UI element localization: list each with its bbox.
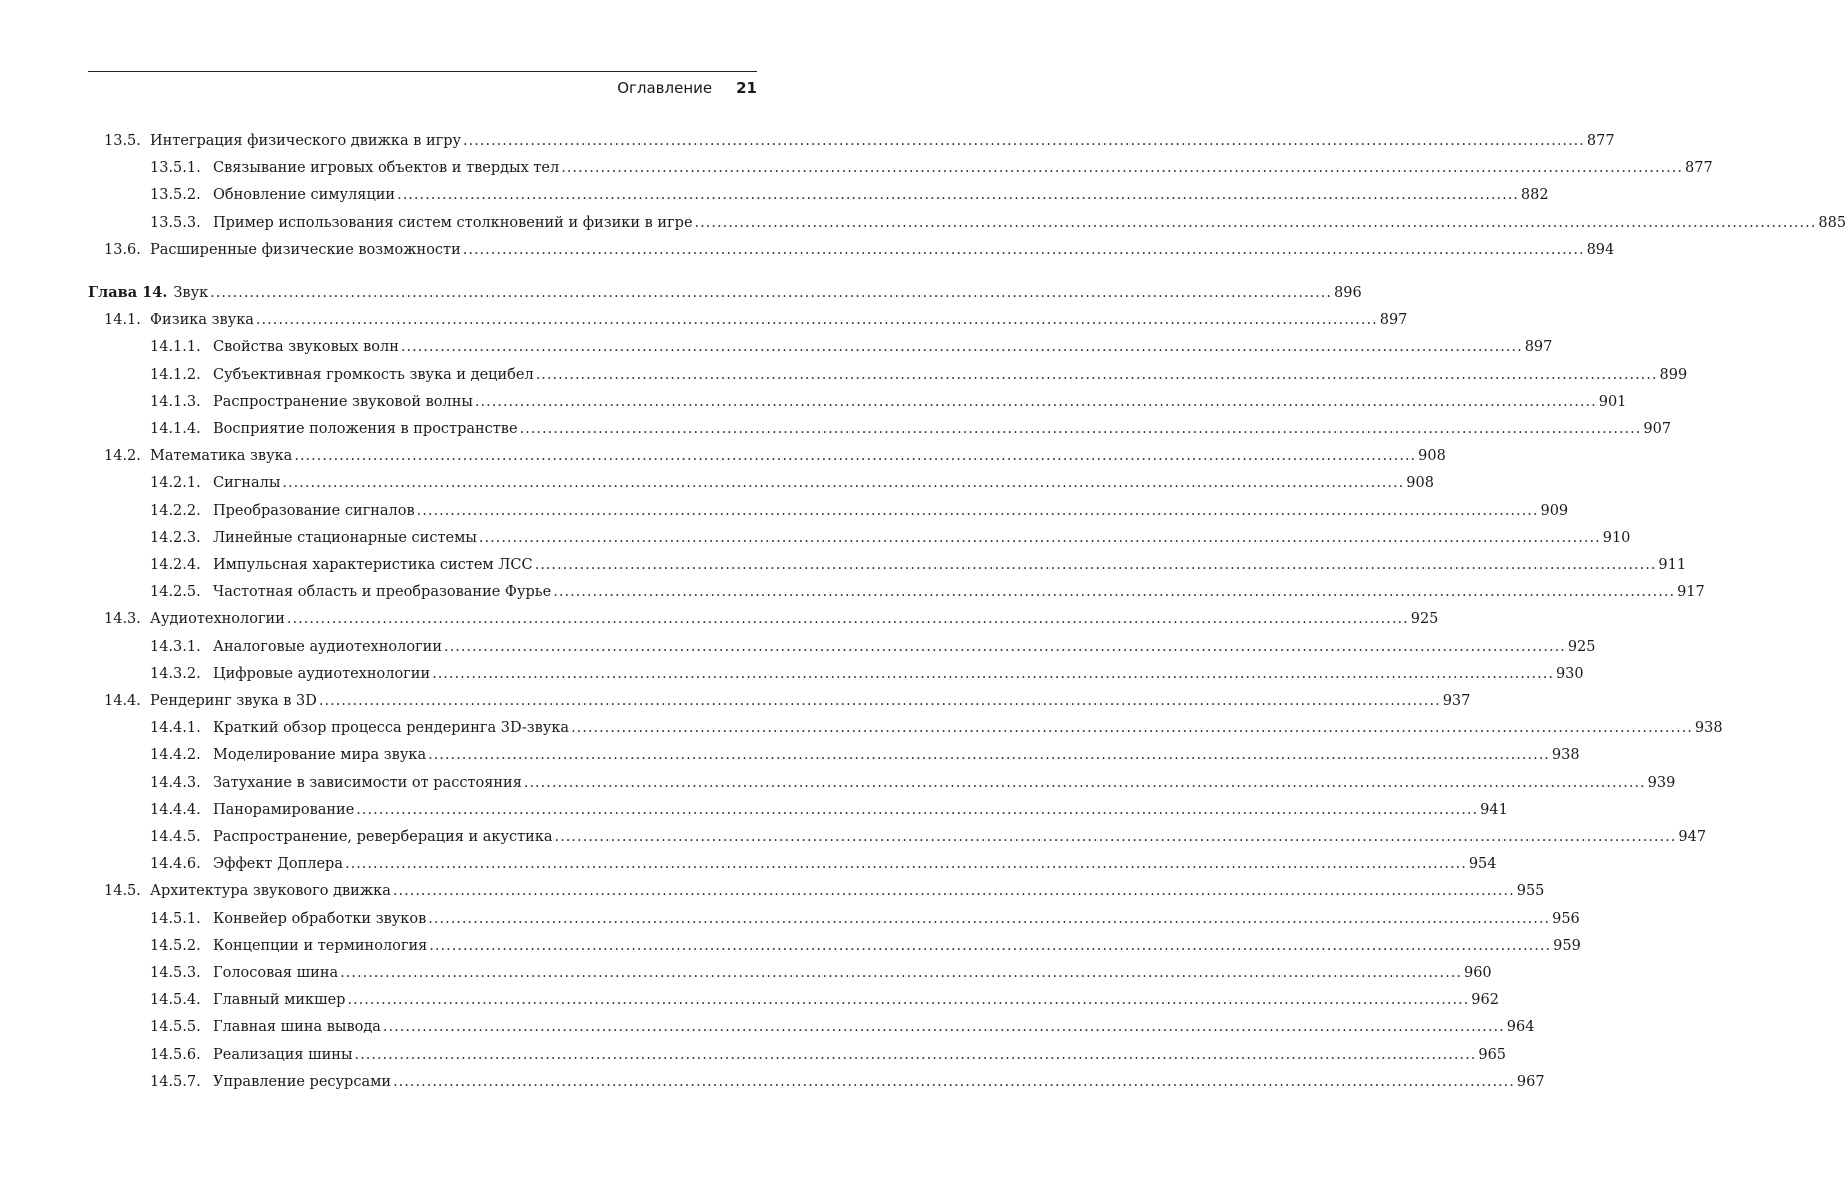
toc-entry[interactable] [0,470,1434,496]
toc-leader-line [213,362,1688,388]
toc-entry[interactable] [0,797,1508,823]
toc-dot-leader: ........................................................................................................................................................................................................ [571,720,1693,737]
toc-leader-line [88,280,1362,306]
toc-dot-leader: ........................................................................................................................................................................................................ [561,160,1684,177]
toc-section-number: 14.5.7. [150,1073,201,1090]
toc-title-wrap [213,1014,381,1040]
toc-dot-leader: ........................................................................................................................................................................................................ [397,187,1519,204]
toc-entry[interactable] [0,606,1439,632]
toc-entry[interactable] [0,1042,1507,1068]
toc-dot-leader: ........................................................................................................................................................................................................ [286,611,1409,628]
toc-leader-line [213,770,1676,796]
toc-title-wrap [150,688,317,714]
toc-title-wrap [213,1042,353,1068]
toc-section-number: 14.1.3. [150,393,201,410]
toc-leader-line [213,851,1497,877]
toc-entry[interactable] [0,182,1549,208]
toc-page-number: 955 [1516,883,1545,900]
toc-page-number: 908 [1406,475,1434,492]
toc-title-wrap [213,933,427,959]
toc-dot-leader: ........................................................................................................................................................................................................ [356,801,1479,818]
toc-leader-line [213,579,1705,605]
toc-page-number: 917 [1677,584,1705,601]
toc-dot-leader: ........................................................................................................................................................................................................ [694,214,1817,231]
toc-page-number: 882 [1520,187,1549,204]
toc-page-number: 908 [1418,448,1446,465]
toc-title-wrap [213,742,426,768]
toc-title: Субъективная громкость звука и децибел [213,366,534,383]
toc-title: Моделирование мира звука [213,747,427,764]
toc-title-wrap [213,1069,391,1095]
toc-section-number: 14.2.1. [150,475,201,492]
toc-title-wrap [213,334,399,360]
toc-section-number: 14.5.6. [150,1046,201,1063]
toc-leader-line [213,960,1492,986]
toc-section-number: 13.6. [104,241,141,258]
toc-dot-leader: ........................................................................................................................................................................................................ [534,557,1657,573]
toc-dot-leader: ........................................................................................................................................................................................................ [444,638,1566,655]
toc-entry[interactable] [0,443,1446,469]
toc-leader-line [150,878,1545,904]
toc-leader-line [213,334,1553,360]
toc-title-wrap [213,389,473,415]
toc-entry[interactable] [0,715,1723,741]
toc-dot-leader: ........................................................................................................................................................................................................ [354,1046,1477,1063]
toc-page-number: 896 [1334,285,1362,301]
toc-title: Звук [173,285,209,301]
toc-title: Главный микшер [213,992,346,1009]
toc-title: Распространение, реверберация и акустика [213,829,553,845]
toc-entry[interactable] [0,742,1580,768]
toc-dot-leader: ........................................................................................................................................................................................................ [553,584,1676,601]
toc-page-number: 967 [1516,1073,1545,1090]
toc-dot-leader: ........................................................................................................................................................................................................ [432,665,1554,682]
toc-title: Распространение звуковой волны [213,393,473,410]
toc-title-wrap [213,661,430,687]
toc-section-number: 14.4.2. [150,747,201,764]
toc-page-number: 925 [1410,611,1439,628]
toc-page-number: 901 [1598,393,1627,410]
toc-entry[interactable] [0,155,1713,181]
toc-dot-leader: ........................................................................................................................................................................................................ [523,774,1646,791]
toc-section-number: 14.5.2. [150,937,201,954]
toc-leader-line [213,470,1434,496]
toc-chapter-label: Глава 14. [88,284,168,301]
toc-leader-line [213,987,1499,1013]
toc-page-number: 947 [1678,829,1707,845]
toc-entry[interactable] [0,128,1615,154]
toc-section-number: 14.5.5. [150,1019,201,1036]
toc-leader-line [213,742,1580,768]
toc-title-wrap [213,416,518,442]
toc-leader-line [213,389,1627,415]
toc-entry[interactable] [0,334,1553,360]
toc-page-number: 938 [1551,747,1580,764]
toc-leader-line [213,182,1549,208]
toc-title-wrap [150,878,391,904]
toc-section-number: 14.2. [104,448,141,465]
toc-section-number: 14.2.3. [150,529,201,546]
toc-title: Частотная область и преобразование Фурье [213,584,552,601]
toc-dot-leader: ........................................................................................................................................................................................................ [428,910,1551,927]
toc-title: Архитектура звукового движка [150,883,391,900]
toc-dot-leader: ........................................................................................................................................................................................................ [416,502,1539,519]
toc-page-number: 938 [1694,720,1723,737]
toc-page-number: 960 [1463,965,1492,981]
running-head [88,78,757,98]
toc-section-number: 14.4.5. [150,829,201,845]
toc-dot-leader: ........................................................................................................................................................................................................ [474,393,1597,410]
toc-leader-line [213,1042,1507,1068]
toc-section-number: 14.4. [104,693,141,709]
toc-entry[interactable] [0,416,1672,442]
toc-title-wrap [213,906,426,932]
toc-section-number: 13.5.1. [150,160,201,177]
toc-entry[interactable] [0,987,1499,1013]
toc-entry[interactable] [0,851,1497,877]
toc-page-number: 965 [1478,1046,1507,1063]
toc-entry[interactable] [0,824,1707,850]
toc-title-wrap [213,498,415,524]
toc-title-wrap [150,307,254,333]
toc-title-wrap [213,797,354,823]
toc-title: Реализация шины [213,1046,353,1063]
toc-title: Связывание игровых объектов и твердых тел [213,160,560,177]
toc-dot-leader: ........................................................................................................................................................................................................ [478,529,1601,546]
toc-page-number: 925 [1567,638,1596,655]
toc-leader-line [150,128,1615,154]
toc-title: Концепции и терминология [213,937,428,954]
toc-title: Свойства звуковых волн [213,339,399,356]
toc-dot-leader: ........................................................................................................................................................................................................ [382,1019,1505,1036]
toc-title: Математика звука [150,448,293,465]
toc-entry[interactable] [0,498,1569,524]
toc-title-wrap [213,987,345,1013]
toc-title: Затухание в зависимости от расстояния [213,774,522,791]
toc-dot-leader: ........................................................................................................................................................................................................ [393,1073,1515,1090]
toc-page-number: 930 [1555,665,1584,682]
toc-chapter-entry[interactable] [0,280,1362,306]
toc-dot-leader: ........................................................................................................................................................................................................ [347,992,1470,1009]
toc-title-wrap [150,606,285,632]
toc-title: Сигналы [213,475,281,492]
toc-title: Линейные стационарные системы [213,529,477,546]
toc-title-wrap [88,280,208,306]
toc-section-number: 13.5.2. [150,187,201,204]
page-number: 21 [736,79,757,97]
toc-section-number: 14.4.1. [150,720,201,737]
toc-dot-leader: ........................................................................................................................................................................................................ [340,965,1462,981]
toc-entry[interactable] [0,362,1688,388]
toc-title: Панорамирование [213,801,355,818]
toc-page-number: 941 [1480,801,1508,818]
toc-section-number: 14.1.2. [150,366,201,383]
toc-dot-leader: ........................................................................................................................................................................................................ [210,285,1332,301]
toc-entry[interactable] [0,1014,1535,1040]
toc-page-number: 937 [1442,693,1471,709]
toc-section-number: 13.5.3. [150,214,201,231]
toc-dot-leader: ........................................................................................................................................................................................................ [282,475,1405,492]
toc-title: Управление ресурсами [213,1073,392,1090]
toc-page-number: 962 [1471,992,1499,1009]
toc-section-number: 14.2.2. [150,502,201,519]
toc-page-number: 899 [1659,366,1688,383]
toc-entry[interactable] [0,579,1705,605]
toc-title-wrap [213,470,280,496]
toc-leader-line [213,906,1580,932]
toc-leader-line [150,237,1615,263]
toc-title: Конвейер обработки звуков [213,910,427,927]
toc-entry[interactable] [0,307,1408,333]
toc-page-number: 907 [1643,421,1672,437]
toc-section-number: 14.4.6. [150,856,201,873]
toc-section-number: 14.2.4. [150,557,201,573]
toc-dot-leader: ........................................................................................................................................................................................................ [554,829,1677,845]
toc-dot-leader: ........................................................................................................................................................................................................ [255,312,1378,329]
toc-entry[interactable] [0,634,1596,660]
toc-title: Главная шина вывода [213,1019,381,1036]
toc-title-wrap [213,715,569,741]
toc-leader-line [213,1014,1535,1040]
toc-section-number: 14.2.5. [150,584,201,601]
toc-title-wrap [213,155,559,181]
toc-page-number: 897 [1379,312,1408,329]
toc-leader-line [213,155,1713,181]
running-head-title: Оглавление [617,79,713,97]
toc-entry[interactable] [0,906,1580,932]
toc-section-number: 14.3. [104,611,141,628]
toc-entry[interactable] [0,525,1631,551]
toc-section-number: 14.1.4. [150,421,201,437]
toc-leader-line [213,634,1596,660]
toc-title: Преобразование сигналов [213,502,415,519]
toc-leader-line [213,797,1508,823]
toc-title: Цифровые аудиотехнологии [213,665,431,682]
toc-leader-line [150,307,1408,333]
toc-page-number: 956 [1552,910,1580,927]
toc-leader-line [213,552,1687,578]
toc-section-number: 14.4.3. [150,774,201,791]
toc-title-wrap [213,525,477,551]
toc-page-number: 885 [1818,214,1846,231]
toc-title-wrap [213,824,553,850]
toc-page-number: 911 [1658,557,1687,573]
toc-dot-leader: ........................................................................................................................................................................................................ [429,937,1552,954]
toc-page-number: 954 [1468,856,1497,873]
toc-leader-line [150,443,1446,469]
toc-page-number: 909 [1540,502,1569,519]
toc-title-wrap [150,128,461,154]
toc-title: Восприятие положения в пространстве [213,421,518,437]
toc-page-number: 959 [1553,937,1581,954]
toc-title-wrap [213,210,693,236]
toc-dot-leader: ........................................................................................................................................................................................................ [318,693,1441,709]
toc-section-number: 13.5. [104,133,141,149]
toc-section-number: 14.1. [104,312,141,329]
toc-page-number: 877 [1685,160,1713,177]
toc-title: Интеграция физического движка в игру [150,133,462,149]
toc-title: Обновление симуляции [213,187,396,204]
toc-dot-leader: ........................................................................................................................................................................................................ [400,339,1523,356]
toc-leader-line [213,824,1707,850]
toc-entry[interactable] [0,552,1687,578]
toc-page-number: 939 [1647,774,1676,791]
toc-dot-leader: ........................................................................................................................................................................................................ [294,448,1417,465]
toc-entry[interactable] [0,933,1581,959]
toc-section-number: 14.3.1. [150,638,201,655]
toc-dot-leader: ........................................................................................................................................................................................................ [344,856,1467,873]
toc-dot-leader: ........................................................................................................................................................................................................ [428,747,1550,764]
toc-leader-line [150,606,1439,632]
toc-leader-line [213,933,1581,959]
toc-section-number: 14.5.4. [150,992,201,1009]
toc-section-number: 14.3.2. [150,665,201,682]
toc-title-wrap [213,851,343,877]
toc-entry[interactable] [0,237,1615,263]
toc-title-wrap [213,182,395,208]
toc-page-number: 910 [1602,529,1631,546]
toc-page-number: 897 [1524,339,1553,356]
toc-entry[interactable] [0,960,1492,986]
toc-entry[interactable] [0,770,1676,796]
toc-title-wrap [213,960,338,986]
toc-entry[interactable] [0,389,1627,415]
toc-title: Расширенные физические возможности [150,241,461,258]
toc-title: Пример использования систем столкновений и физики в игре [213,214,693,231]
toc-title-wrap [213,552,533,578]
toc-entry[interactable] [0,688,1471,714]
toc-leader-line [150,688,1471,714]
header-rule [88,71,757,72]
toc-title-wrap [213,362,534,388]
toc-leader-line [213,210,1846,236]
toc-title: Физика звука [150,312,254,329]
toc-dot-leader: ........................................................................................................................................................................................................ [463,133,1585,149]
toc-leader-line [213,1069,1545,1095]
toc-entry[interactable] [0,661,1584,687]
toc-entry[interactable] [0,210,1846,236]
toc-title: Голосовая шина [213,965,339,981]
toc-title-wrap [213,770,522,796]
toc-title-wrap [150,237,461,263]
toc-dot-leader: ........................................................................................................................................................................................................ [392,883,1515,900]
toc-title: Эффект Доплера [213,856,343,873]
toc-page-number: 877 [1586,133,1615,149]
toc-dot-leader: ........................................................................................................................................................................................................ [462,241,1585,258]
toc-leader-line [213,498,1569,524]
toc-title-wrap [150,443,292,469]
toc-title-wrap [213,634,442,660]
toc-dot-leader: ........................................................................................................................................................................................................ [535,366,1658,383]
toc-entry[interactable] [0,1069,1545,1095]
toc-section-number: 14.5.3. [150,965,201,981]
toc-dot-leader: ........................................................................................................................................................................................................ [519,421,1642,437]
toc-title: Аналоговые аудиотехнологии [213,638,442,655]
toc-section-number: 14.5. [104,883,141,900]
toc-leader-line [213,661,1584,687]
toc-title: Аудиотехнологии [150,611,285,628]
toc-section-number: 14.1.1. [150,339,201,356]
toc-section-number: 14.4.4. [150,801,201,818]
toc-leader-line [213,715,1723,741]
toc-title: Рендеринг звука в 3D [150,693,317,709]
toc-title: Импульсная характеристика систем ЛСС [213,557,533,573]
toc-title-wrap [213,579,551,605]
toc-page-number: 894 [1586,241,1615,258]
toc-leader-line [213,416,1672,442]
toc-title: Краткий обзор процесса рендеринга 3D-звука [213,720,570,737]
toc-entry[interactable] [0,878,1545,904]
toc-page-number: 964 [1506,1019,1535,1036]
toc-section-number: 14.5.1. [150,910,201,927]
toc-leader-line [213,525,1631,551]
